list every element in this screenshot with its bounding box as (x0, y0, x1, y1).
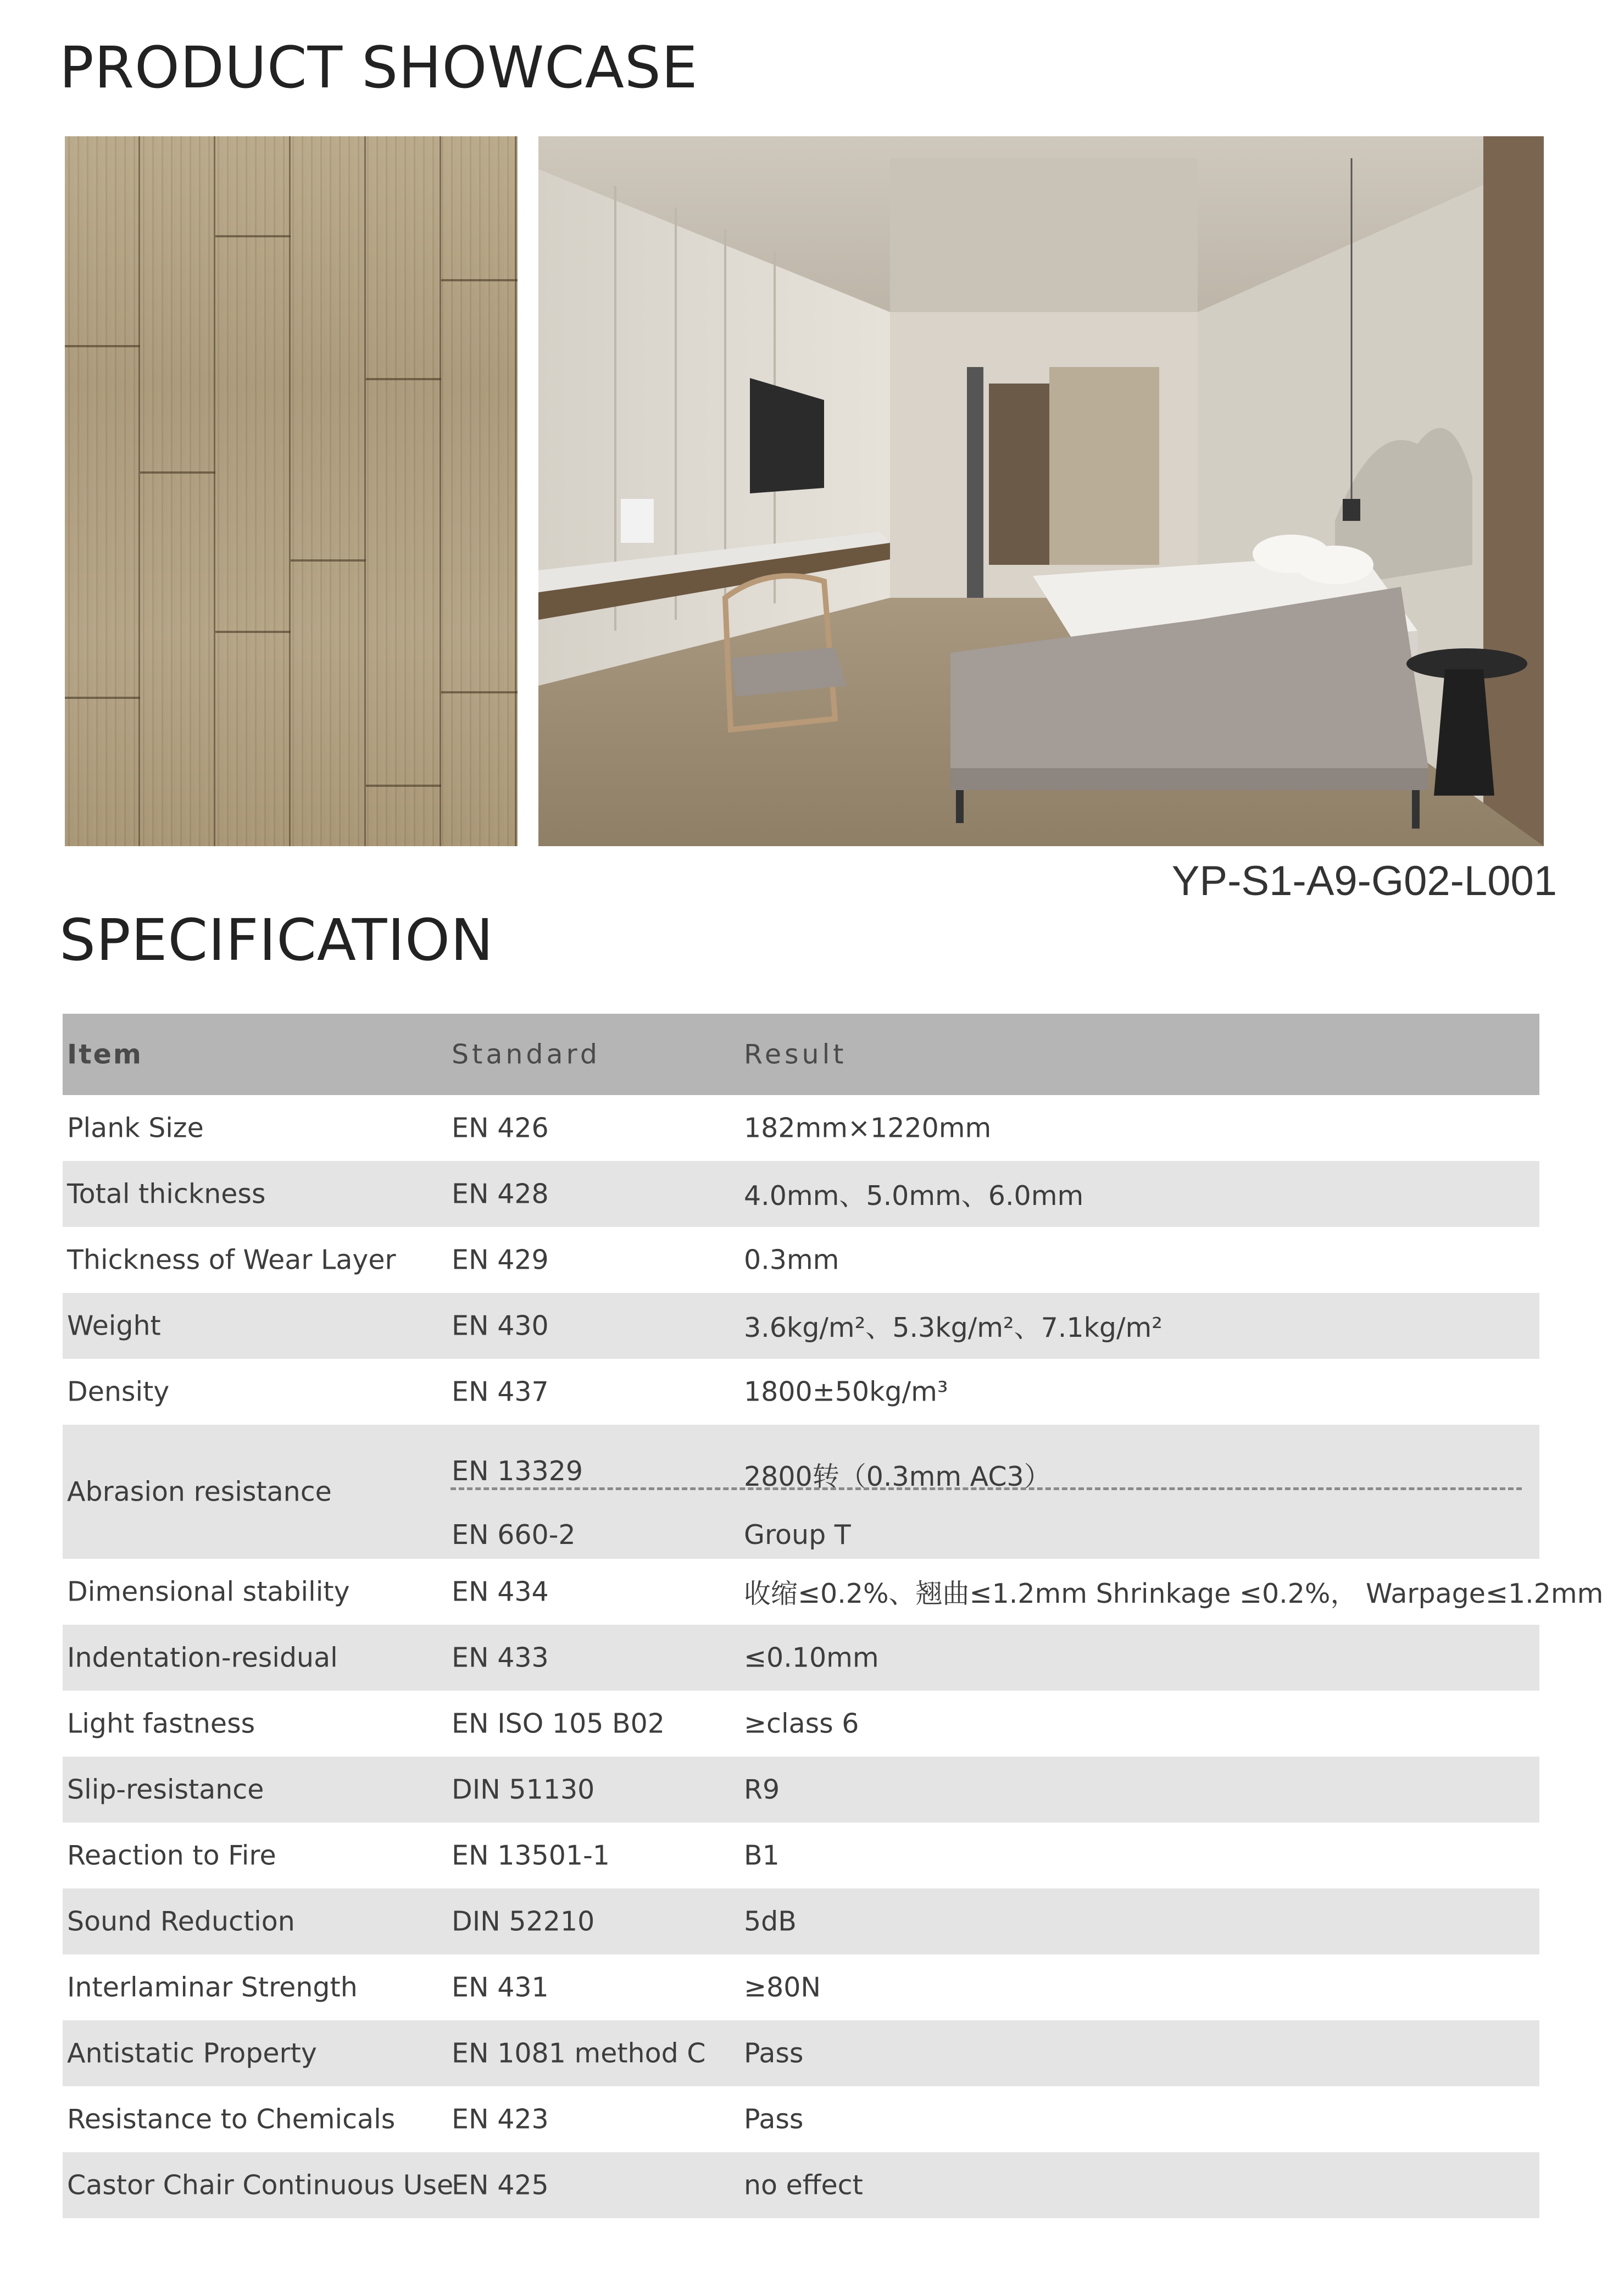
row-item: Interlaminar Strength (67, 1971, 358, 2003)
specification-table (63, 1014, 1604, 2218)
table-row (63, 2020, 1539, 2086)
header-standard: Standard (452, 1038, 600, 1070)
row-result: R9 (744, 1774, 780, 1806)
row-standard: EN 437 (452, 1376, 549, 1408)
row-item: Total thickness (67, 1178, 266, 1210)
row-result: Pass (744, 2037, 804, 2069)
table-row (63, 1359, 1539, 1425)
row-item: Light fastness (67, 1708, 255, 1740)
table-row (63, 1559, 1604, 1625)
row-item: Plank Size (67, 1112, 204, 1144)
table-row (63, 1954, 1539, 2020)
row-standard: DIN 52210 (452, 1906, 595, 1937)
row-result: Pass (744, 2103, 804, 2135)
row-result: 2800转（0.3mm AC3） (744, 1461, 1051, 1492)
row-standard: EN 1081 method C (452, 2037, 706, 2069)
room-scene-image (538, 136, 1544, 846)
row-item: Sound Reduction (67, 1906, 295, 1937)
row-standard: DIN 51130 (452, 1774, 595, 1806)
wood-swatch-image (65, 136, 518, 846)
row-result: 收缩≤0.2%、翘曲≤1.2mm Shrinkage ≤0.2%， Warpage≤1.2mm (744, 1578, 1604, 1609)
row-item: Weight (67, 1310, 161, 1342)
row-item: Thickness of Wear Layer (67, 1244, 396, 1276)
table-row-abrasion (63, 1425, 1539, 1559)
row-standard-secondary: EN 660-2 (452, 1519, 576, 1551)
row-item: Density (67, 1376, 170, 1408)
row-standard: EN 426 (452, 1112, 549, 1144)
row-standard: EN 430 (452, 1310, 549, 1342)
dashed-divider (451, 1487, 1522, 1490)
row-item: Abrasion resistance (67, 1476, 332, 1508)
row-item: Antistatic Property (67, 2037, 317, 2069)
table-row (63, 1095, 1539, 1161)
row-result: ≥80N (744, 1971, 821, 2003)
row-standard: EN 13501-1 (452, 1840, 610, 1871)
row-result: 182mm×1220mm (744, 1112, 992, 1144)
row-result: no effect (744, 2169, 863, 2201)
row-result: 5dB (744, 1906, 797, 1937)
row-standard: EN 423 (452, 2103, 549, 2135)
table-row (63, 2086, 1539, 2152)
bedroom-illustration (538, 136, 1544, 846)
row-item: Resistance to Chemicals (67, 2103, 396, 2135)
row-standard: EN 433 (452, 1642, 549, 1674)
row-result: ≤0.10mm (744, 1642, 879, 1674)
row-result: 1800±50kg/m³ (744, 1376, 948, 1408)
table-row (63, 1888, 1539, 1954)
specification-title: SPECIFICATION (59, 907, 494, 974)
row-item: Slip-resistance (67, 1774, 264, 1806)
table-row (63, 1161, 1539, 1227)
row-item: Dimensional stability (67, 1576, 350, 1608)
row-standard: EN ISO 105 B02 (452, 1708, 665, 1740)
table-row (63, 1757, 1539, 1823)
row-result: B1 (744, 1840, 780, 1871)
showcase-title: PRODUCT SHOWCASE (59, 34, 698, 101)
table-row (63, 1293, 1539, 1359)
table-row (63, 1227, 1539, 1293)
row-standard: EN 428 (452, 1178, 549, 1210)
table-row (63, 1823, 1539, 1888)
row-item: Reaction to Fire (67, 1840, 276, 1871)
row-item: Indentation-residual (67, 1642, 338, 1674)
product-code: YP-S1-A9-G02-L001 (1171, 858, 1557, 904)
row-result: 0.3mm (744, 1244, 839, 1276)
row-result-secondary: Group T (744, 1519, 851, 1551)
row-standard: EN 429 (452, 1244, 549, 1276)
table-row (63, 2152, 1539, 2218)
header-result: Result (744, 1038, 847, 1070)
row-standard: EN 431 (452, 1971, 549, 2003)
row-standard: EN 425 (452, 2169, 549, 2201)
row-item: Castor Chair Continuous Use (67, 2169, 454, 2201)
row-standard: EN 13329 (452, 1456, 583, 1487)
row-standard: EN 434 (452, 1576, 549, 1608)
table-row (63, 1625, 1539, 1691)
row-result: 4.0mm、5.0mm、6.0mm (744, 1180, 1084, 1212)
row-result: ≥class 6 (744, 1708, 859, 1740)
table-header-row (63, 1014, 1539, 1095)
header-item: Item (67, 1038, 143, 1070)
row-result: 3.6kg/m²、5.3kg/m²、7.1kg/m² (744, 1312, 1163, 1343)
table-row (63, 1691, 1539, 1757)
